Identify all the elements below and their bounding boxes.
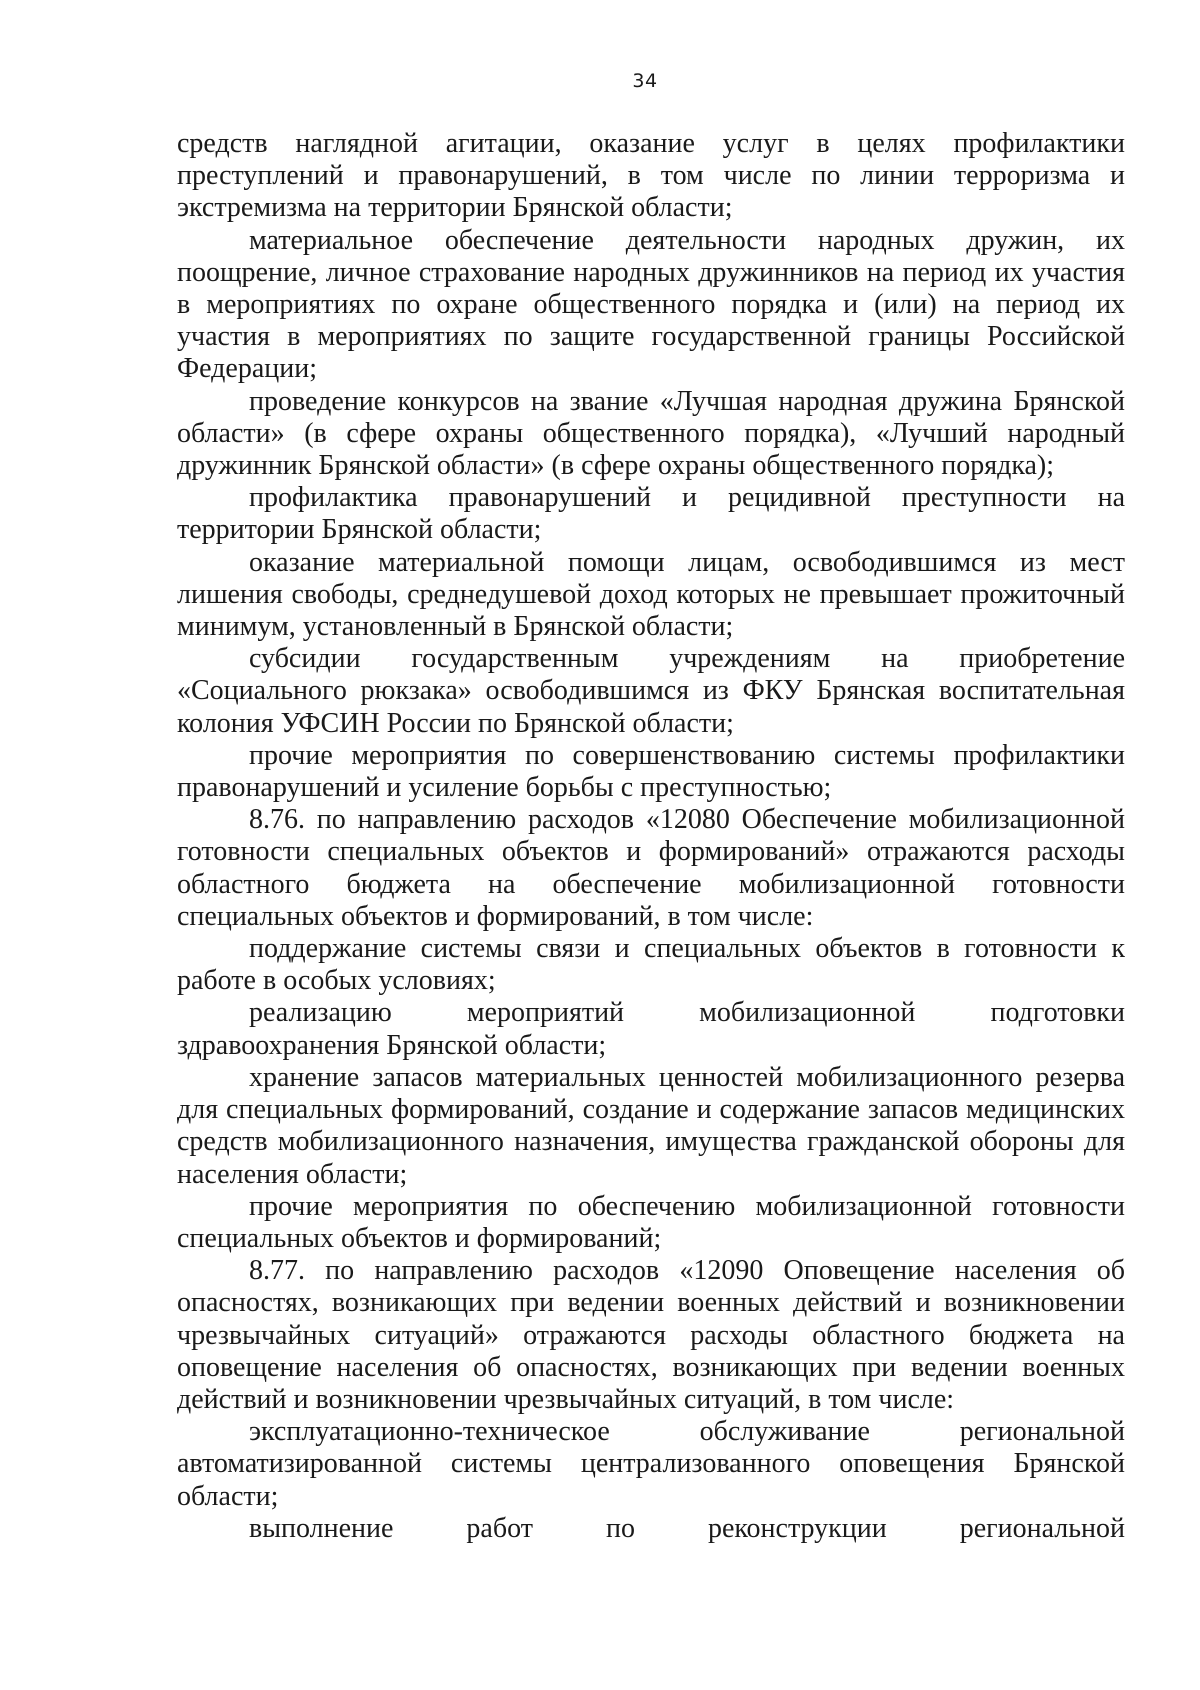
- paragraph-section-8-77: 8.77. по направлению расходов «12090 Оповещение населения об опасностях, возникающих при ведении военных действий и возникновении чрезвычайных ситуаций» отражаются расходы областного бюджета на оповещение населения об опасностях, возникающих при ведении военных действий и возникновении чрезвычайных ситуаций, в том числе:: [177, 1255, 1125, 1415]
- paragraph-visual-agitation: средств наглядной агитации, оказание услуг в целях профилактики преступлений и правонарушений, в том числе по линии терроризма и экстремизма на территории Брянской области;: [177, 128, 1125, 224]
- paragraph-communications-readiness: поддержание системы связи и специальных объектов в готовности к работе в особых условиях;: [177, 933, 1125, 997]
- paragraph-people-squads-support: материальное обеспечение деятельности народных дружин, их поощрение, личное страхование народных дружинников на период их участия в мероприятиях по охране общественного порядка и (или) на период их участия в мероприятиях по защите государственной границы Российской Федерации;: [177, 224, 1125, 385]
- page-number: 34: [632, 70, 658, 92]
- paragraph-other-prevention-measures: прочие мероприятия по совершенствованию системы профилактики правонарушений и усиление борьбы с преступностью;: [177, 739, 1125, 804]
- paragraph-other-mobilization-measures: прочие мероприятия по обеспечению мобилизационной готовности специальных объектов и формирований;: [177, 1190, 1125, 1254]
- paragraph-section-8-76: 8.76. по направлению расходов «12080 Обеспечение мобилизационной готовности специальных объектов и формирований» отражаются расходы областного бюджета на обеспечение мобилизационной готовности специальных объектов и формирований, в том числе:: [177, 804, 1125, 932]
- document-body: [177, 128, 1125, 1545]
- paragraph-health-mobilization: реализацию мероприятий мобилизационной подготовки здравоохранения Брянской области;: [177, 997, 1125, 1061]
- paragraph-reserve-storage: хранение запасов материальных ценностей мобилизационного резерва для специальных формирований, создание и содержание запасов медицинских средств мобилизационного назначения, имущества гражданской обороны для населения области;: [177, 1061, 1125, 1190]
- paragraph-warning-system-maintenance: эксплуатационно-техническое обслуживание региональной автоматизированной системы централизованного оповещения Брянской области;: [177, 1416, 1125, 1512]
- paragraph-reconstruction-works: выполнение работ по реконструкции региональной: [249, 1512, 1125, 1544]
- paragraph-released-persons-aid: оказание материальной помощи лицам, освободившимся из мест лишения свободы, среднедушевой доход которых не превышает прожиточный минимум, установленный в Брянской области;: [177, 546, 1125, 643]
- paragraph-social-backpack-subsidy: субсидии государственным учреждениям на приобретение «Социального рюкзака» освободившимся из ФКУ Брянская воспитательная колония УФСИН России по Брянской области;: [177, 643, 1125, 739]
- paragraph-squad-contests: проведение конкурсов на звание «Лучшая народная дружина Брянской области» (в сфере охраны общественного порядка), «Лучший народный дружинник Брянской области» (в сфере охраны общественного порядка);: [177, 385, 1125, 482]
- paragraph-recidivism-prevention: профилактика правонарушений и рецидивной преступности на территории Брянской области;: [177, 482, 1125, 546]
